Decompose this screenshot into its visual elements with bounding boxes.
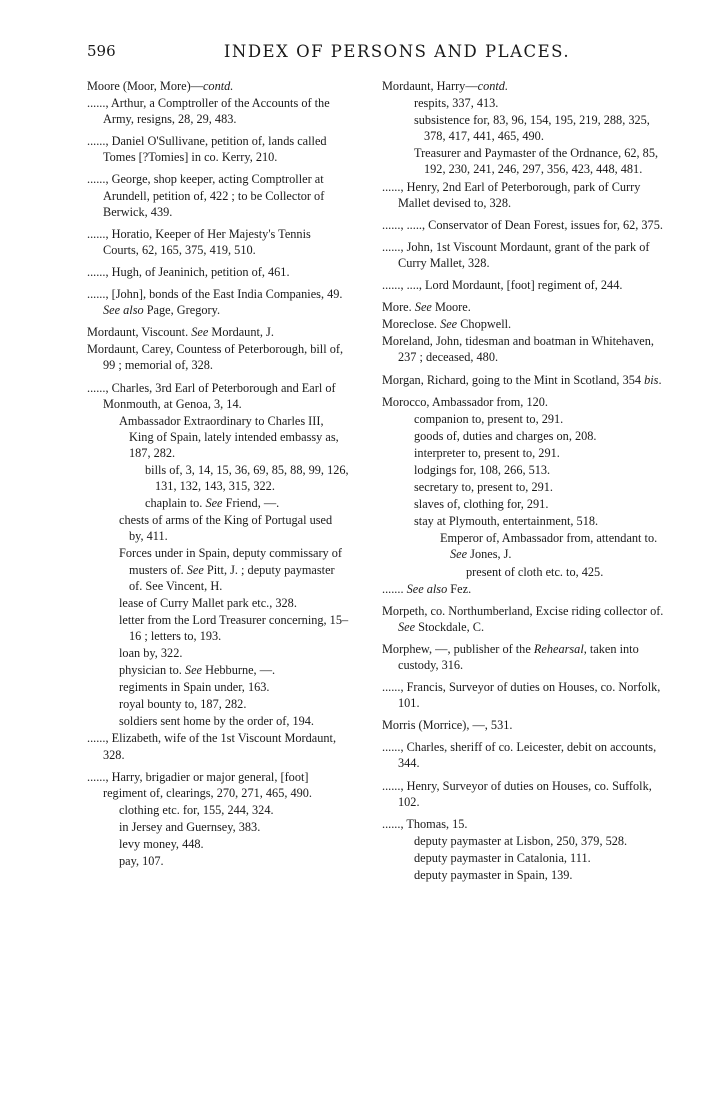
entry-see-reference: bis	[644, 372, 659, 387]
entry-text: ......, Francis, Surveyor of duties on Houses, co. Norfolk, 101.	[382, 680, 661, 711]
index-entry	[382, 739, 668, 771]
entry-text: respits, 337, 413.	[414, 96, 499, 111]
index-subentry	[87, 595, 349, 611]
index-subentry	[382, 428, 668, 444]
entry-text-after: Friend, —.	[222, 496, 280, 511]
entry-text: chests of arms of the King of Portugal used by, 411.	[119, 513, 333, 544]
entry-text: slaves of, clothing for, 291.	[414, 497, 549, 512]
index-subentry	[382, 445, 668, 461]
entry-text: ......, John, 1st Viscount Mordaunt, grant of the park of Curry Mallet, 328.	[382, 239, 650, 270]
index-subentry	[87, 495, 349, 511]
index-entry	[382, 333, 668, 365]
entry-text: ......, Elizabeth, wife of the 1st Viscount Mordaunt, 328.	[87, 731, 337, 762]
index-subentry	[382, 496, 668, 512]
entry-text-after: .	[658, 372, 662, 387]
entry-text: ......, Daniel O'Sullivane, petition of, lands called Tomes [?Tomies] in co. Kerry, 210.	[87, 134, 327, 165]
index-subentry	[87, 819, 349, 835]
index-entry	[382, 372, 668, 388]
entry-text: ......, ...., Lord Mordaunt, [foot] regiment of, 244.	[382, 278, 623, 293]
entry-text: clothing etc. for, 155, 244, 324.	[119, 802, 274, 817]
index-subentry	[87, 413, 349, 461]
index-subentry	[382, 850, 668, 866]
index-entry	[382, 778, 668, 810]
entry-text: ......, Henry, 2nd Earl of Peterborough, park of Curry Mallet devised to, 328.	[382, 179, 641, 210]
entry-text: levy money, 448.	[119, 837, 204, 852]
entry-text: royal bounty to, 187, 282.	[119, 697, 247, 712]
index-entry	[87, 133, 349, 165]
entry-text: Morphew, —, publisher of the	[382, 641, 534, 656]
index-entry	[87, 769, 349, 801]
index-entry	[87, 226, 349, 258]
entry-text: pay, 107.	[119, 854, 164, 869]
index-entry	[87, 171, 349, 219]
entry-see-reference: See	[191, 325, 209, 340]
index-entry	[382, 581, 668, 597]
entry-text: Moreland, John, tidesman and boatman in Whitehaven, 237 ; deceased, 480.	[382, 334, 654, 365]
entry-text: deputy paymaster in Spain, 139.	[414, 868, 573, 883]
index-entry	[87, 78, 349, 94]
entry-text: ......, Charles, sheriff of co. Leicester, debit on accounts, 344.	[382, 740, 657, 771]
page-title: INDEX OF PERSONS AND PLACES.	[223, 42, 571, 61]
entry-text-after: Hebburne, —.	[202, 663, 276, 678]
entry-contd: contd.	[477, 79, 509, 93]
entry-text: goods of, duties and charges on, 208.	[414, 428, 597, 443]
page-number: 596	[87, 42, 116, 60]
entry-text-after: Page, Gregory.	[143, 303, 221, 318]
index-column-left	[87, 78, 349, 870]
index-entry	[382, 299, 668, 315]
entry-text: Moore (Moor, More)—	[87, 79, 203, 93]
entry-text: interpreter to, present to, 291.	[414, 445, 560, 460]
entry-text: deputy paymaster in Catalonia, 111.	[414, 850, 591, 865]
entry-text-after: Mordaunt, J.	[208, 325, 274, 340]
entry-text-after: , taken into custody, 316.	[398, 641, 639, 672]
entry-see-reference: See	[450, 547, 468, 562]
entry-text: physician to.	[119, 663, 185, 678]
index-subentry	[87, 713, 349, 729]
entry-text: Emperor of, Ambassador from, attendant to.	[440, 531, 658, 546]
index-entry	[382, 394, 668, 410]
entry-text: Morocco, Ambassador from, 120.	[382, 394, 548, 409]
entry-text: loan by, 322.	[119, 646, 183, 660]
index-entry	[87, 730, 349, 762]
index-entry	[382, 679, 668, 711]
index-subentry	[87, 545, 349, 593]
entry-text: secretary to, present to, 291.	[414, 480, 553, 495]
entry-text: ......, Charles, 3rd Earl of Peterborough and Earl of Monmouth, at Genoa, 3, 14.	[87, 380, 336, 411]
entry-text: present of cloth etc. to, 425.	[466, 564, 604, 579]
index-entry	[382, 816, 668, 832]
index-subentry	[87, 645, 349, 661]
entry-text: lease of Curry Mallet park etc., 328.	[119, 595, 297, 610]
index-entry	[87, 264, 349, 280]
entry-text: Mordaunt, Viscount.	[87, 325, 192, 340]
index-entry	[87, 341, 349, 373]
entry-see-reference: See also	[103, 303, 144, 318]
entry-see-reference: See	[440, 317, 458, 332]
entry-text: Morgan, Richard, going to the Mint in Scotland, 354	[382, 372, 645, 387]
entry-text: chaplain to.	[145, 496, 206, 511]
index-entry	[87, 324, 349, 340]
index-entry	[87, 380, 349, 412]
entry-text-after: Pitt, J. ; deputy paymaster of. See Vincent, H.	[129, 562, 335, 593]
entry-text: bills of, 3, 14, 15, 36, 69, 85, 88, 99, 126, 131, 132, 143, 315, 322.	[145, 462, 349, 494]
entry-see-reference: See	[205, 496, 223, 511]
entry-text: soldiers sent home by the order of, 194.	[119, 714, 315, 729]
index-subentry	[382, 513, 668, 529]
index-entry	[382, 603, 668, 635]
index-entry	[382, 316, 668, 332]
index-subentry	[87, 512, 349, 544]
entry-text: Morris (Morrice), —, 531.	[382, 718, 513, 733]
entry-see-reference: Rehearsal	[533, 641, 584, 656]
entry-text: Mordaunt, Harry—	[382, 79, 478, 93]
entry-see-reference: See	[414, 300, 432, 315]
index-subentry	[87, 612, 349, 644]
index-subentry	[382, 530, 668, 562]
entry-text-after: Moore.	[431, 300, 471, 315]
index-subentry	[382, 867, 668, 883]
entry-text: regiments in Spain under, 163.	[119, 680, 270, 695]
entry-text: .......	[382, 581, 407, 596]
index-entry	[382, 78, 668, 94]
index-entry	[382, 217, 668, 233]
index-column-right	[382, 78, 668, 884]
page-header	[87, 42, 667, 66]
index-subentry	[87, 802, 349, 818]
entry-text-after: Jones, J.	[467, 547, 512, 562]
index-entry	[87, 95, 349, 127]
entry-text: More.	[382, 300, 415, 315]
entry-text-after: Fez.	[447, 581, 472, 596]
index-entry	[87, 286, 349, 318]
entry-text: ......, Harry, brigadier or major general, [foot] regiment of, clearings, 270, 271, 465, 490.	[87, 769, 313, 800]
index-entry	[382, 277, 668, 293]
entry-text: Mordaunt, Carey, Countess of Peterborough, bill of, 99 ; memorial of, 328.	[87, 342, 344, 373]
index-subentry	[87, 836, 349, 852]
entry-text: ......, George, shop keeper, acting Comptroller at Arundell, petition of, 422 ; to be Collector of Berwick, 439.	[87, 172, 325, 219]
index-subentry	[382, 411, 668, 427]
entry-see-reference: See	[186, 562, 204, 577]
index-subentry	[87, 662, 349, 678]
entry-see-reference: See also	[406, 581, 448, 596]
index-entry	[382, 179, 668, 211]
entry-contd: contd.	[202, 79, 234, 93]
entry-text: stay at Plymouth, entertainment, 518.	[414, 514, 599, 529]
entry-text: subsistence for, 83, 96, 154, 195, 219, 288, 325, 378, 417, 441, 465, 490.	[414, 113, 650, 144]
index-subentry	[87, 462, 349, 494]
index-subentry	[382, 564, 668, 580]
index-subentry	[87, 679, 349, 695]
entry-text: Treasurer and Paymaster of the Ordnance, 62, 85, 192, 230, 241, 246, 297, 356, 423, 448, 481.	[414, 146, 659, 177]
entry-text: ......, Hugh, of Jeaninich, petition of, 461.	[87, 264, 290, 279]
entry-text-after: Stockdale, C.	[415, 619, 485, 634]
entry-text: Moreclose.	[382, 317, 441, 332]
entry-text: companion to, present to, 291.	[414, 411, 564, 426]
index-subentry	[87, 853, 349, 869]
entry-text: in Jersey and Guernsey, 383.	[119, 819, 261, 834]
entry-text: ......, Thomas, 15.	[382, 816, 468, 831]
index-entry	[382, 717, 668, 733]
entry-text: Ambassador Extraordinary to Charles III, King of Spain, lately intended embassy as, 187, 282.	[119, 413, 339, 460]
index-entry	[382, 641, 668, 673]
index-subentry	[382, 479, 668, 495]
entry-text: deputy paymaster at Lisbon, 250, 379, 528.	[414, 833, 628, 848]
index-subentry	[382, 145, 668, 177]
entry-see-reference: See	[184, 663, 202, 678]
entry-text: letter from the Lord Treasurer concerning, 15–16 ; letters to, 193.	[119, 612, 349, 643]
entry-text: lodgings for, 108, 266, 513.	[414, 462, 551, 477]
entry-text: ......, Henry, Surveyor of duties on Houses, co. Suffolk, 102.	[382, 778, 652, 809]
index-subentry	[382, 112, 668, 144]
entry-text: Forces under in Spain, deputy commissary of musters of.	[119, 546, 343, 577]
index-subentry	[382, 95, 668, 111]
entry-text: ......, [John], bonds of the East India Companies, 49.	[87, 287, 343, 302]
entry-text: ......, Horatio, Keeper of Her Majesty's Tennis Courts, 62, 165, 375, 419, 510.	[87, 226, 311, 257]
index-subentry	[382, 462, 668, 478]
entry-text: ......, Arthur, a Comptroller of the Accounts of the Army, resigns, 28, 29, 483.	[87, 96, 330, 127]
index-entry	[382, 239, 668, 271]
index-subentry	[382, 833, 668, 849]
entry-text-after: Chopwell.	[457, 317, 512, 332]
index-subentry	[87, 696, 349, 712]
entry-text: Morpeth, co. Northumberland, Excise riding collector of.	[382, 603, 664, 618]
entry-text: ......, ....., Conservator of Dean Forest, issues for, 62, 375.	[382, 217, 663, 232]
entry-see-reference: See	[398, 619, 416, 634]
